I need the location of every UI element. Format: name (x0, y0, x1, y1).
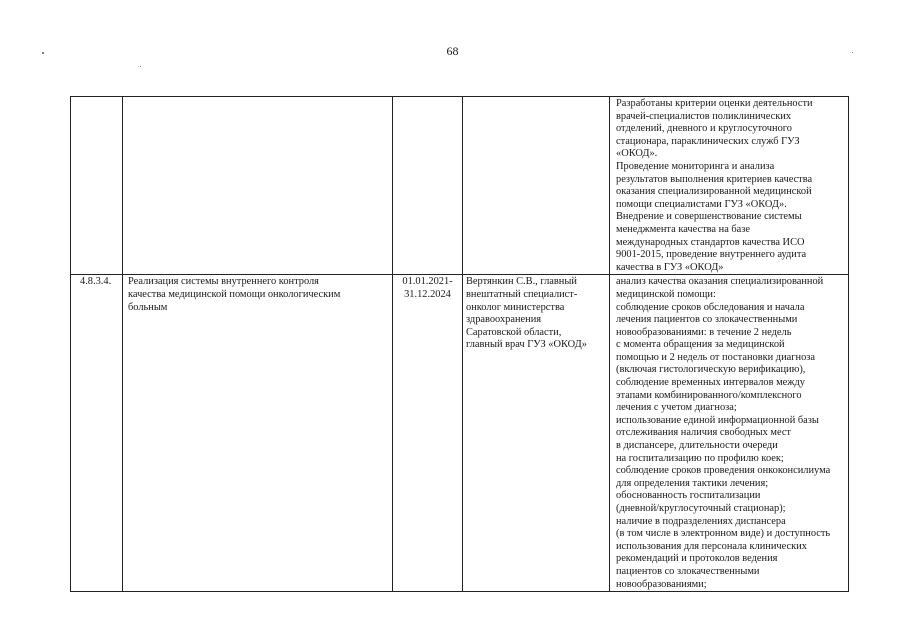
text-line: стационара, параклинических служб ГУЗ (616, 135, 800, 147)
cell-dates (393, 97, 463, 275)
cell-number: 4.8.3.4. (71, 275, 123, 592)
text-line: этапами комбинированного/комплексного (616, 389, 802, 401)
text-line: помощи специалистами ГУЗ «ОКОД». (616, 198, 787, 210)
text-line: качества в ГУЗ «ОКОД» (616, 261, 724, 273)
text-line: анализ качества оказания специализированной (616, 276, 824, 288)
text-line: Проведение мониторинга и анализа (616, 160, 775, 172)
text-line: наличие в подразделениях диспансера (616, 515, 786, 527)
table-row (71, 97, 849, 275)
plan-table (70, 96, 849, 592)
text-line: оказания специализированной медицинской (616, 186, 812, 198)
text-line: соблюдение сроков обследования и начала (616, 301, 805, 313)
text-line: врачей-специалистов поликлинических (616, 110, 792, 122)
text-line: на госпитализацию по профилю коек; (616, 452, 784, 464)
text-line: помощью и 2 недель от постановки диагноза (616, 351, 815, 363)
text-line: (включая гистологическую верификацию), (616, 364, 806, 376)
text-line: лечения с учетом диагноза; (616, 402, 737, 414)
text-line: 01.01.2021- (402, 276, 453, 288)
text-line: Саратовской области, (466, 326, 562, 338)
text-line: новообразованиями; (616, 578, 707, 590)
text-line: соблюдение сроков проведения онкоконсилиума (616, 465, 831, 477)
text-line: Внедрение и совершенствование системы (616, 211, 802, 223)
scan-speck (140, 66, 141, 67)
text-line: новообразованиями: в течение 2 недель (616, 326, 792, 338)
text-line: в диспансере, длительности очереди (616, 440, 778, 452)
text-line: (дневной/круглосуточный стационар); (616, 503, 786, 514)
cell-responsible (463, 275, 610, 592)
text-line: 31.12.2024 (404, 288, 451, 300)
text-line: больным (128, 301, 168, 313)
text-line: лечения пациентов со злокачественными (616, 314, 798, 326)
text-line: «ОКОД». (616, 148, 658, 160)
text-line: международных стандартов качества ИСО (616, 236, 805, 248)
text-line: использования для персонала клинических (616, 540, 807, 552)
text-line: (в том числе в электронном виде) и доступность (616, 528, 831, 540)
cell-activity (123, 275, 393, 592)
cell-result (610, 97, 849, 275)
text-line: Реализация системы внутреннего контроля (128, 276, 319, 288)
text-line: отслеживания наличия свободных мест (616, 427, 791, 439)
text-line: 9001-2015, проведение внутреннего аудита (616, 249, 807, 261)
text-line: здравоохранения (466, 314, 542, 326)
text-line: отделений, дневного и круглосуточного (616, 123, 792, 135)
text-line: использование единой информационной базы (616, 414, 819, 426)
text-line: пациентов со злокачественными (616, 565, 760, 577)
text-line: с момента обращения за медицинской (616, 339, 785, 351)
text-line: менеджмента качества на базе (616, 223, 751, 235)
page-number: 68 (446, 44, 459, 58)
text-line: качества медицинской помощи онкологическим (128, 288, 341, 300)
text-line: обоснованность госпитализации (616, 490, 761, 502)
text-line: медицинской помощи: (616, 288, 716, 300)
cell-number (71, 97, 123, 275)
text-line: Вертянкин С.В., главный (466, 276, 577, 288)
text-line: главный врач ГУЗ «ОКОД» (466, 339, 587, 351)
text-line: соблюдение временных интервалов между (616, 377, 805, 389)
cell-activity (123, 97, 393, 275)
scan-speck (42, 52, 44, 54)
text-line: внештатный специалист- (466, 288, 578, 300)
cell-dates (393, 275, 463, 592)
text-line: для определения тактики лечения; (616, 477, 769, 489)
cell-responsible (463, 97, 610, 275)
scan-speck (852, 52, 853, 53)
cell-result (610, 275, 849, 592)
text-line: онколог министерства (466, 301, 565, 313)
text-line: рекомендаций и протоколов ведения (616, 553, 778, 565)
text-line: Разработаны критерии оценки деятельности (616, 98, 813, 109)
table-row (71, 275, 849, 592)
text-line: результатов выполнения критериев качества (616, 173, 813, 185)
